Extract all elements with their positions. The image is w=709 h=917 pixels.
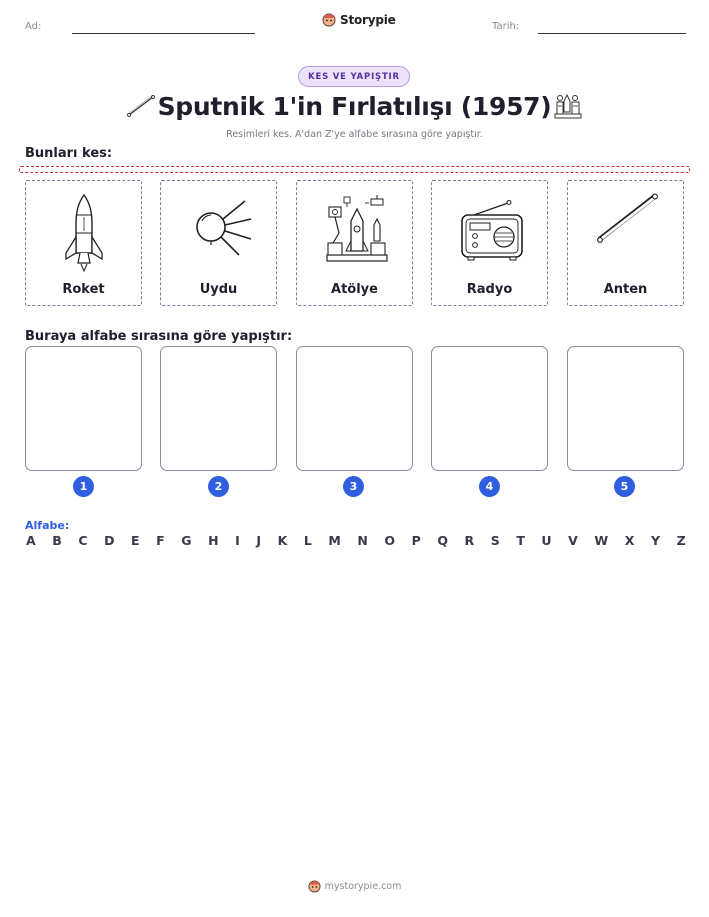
date-line[interactable] xyxy=(538,33,686,34)
alphabet-letter: L xyxy=(303,533,312,548)
name-line[interactable] xyxy=(72,33,255,34)
workshop-decoration-icon xyxy=(553,92,583,120)
card-label: Radyo xyxy=(466,282,513,297)
paste-slot-4[interactable] xyxy=(431,346,548,471)
cut-card-satellite[interactable] xyxy=(160,180,277,306)
paste-slot-3[interactable] xyxy=(296,346,413,471)
alphabet-letter: K xyxy=(277,533,288,548)
activity-badge: KES VE YAPIŞTIR xyxy=(298,66,410,87)
alphabet-letter: Y xyxy=(650,533,660,548)
card-label: Anten xyxy=(603,282,648,297)
brand-name: Storypie xyxy=(340,13,396,27)
alphabet-letter: H xyxy=(208,533,219,548)
card-label: Atölye xyxy=(331,282,378,297)
alphabet-letter: F xyxy=(156,533,165,548)
cut-card-radio[interactable] xyxy=(431,180,548,306)
workshop-icon xyxy=(325,193,389,273)
brand-logo xyxy=(322,13,396,27)
alphabet-letter: E xyxy=(131,533,140,548)
slot-number-badge: 4 xyxy=(479,476,500,497)
cut-card-workshop[interactable] xyxy=(296,180,413,306)
cut-card-rocket[interactable] xyxy=(25,180,142,306)
alphabet-letter: M xyxy=(328,533,341,548)
alphabet-letter: J xyxy=(256,533,261,548)
alphabet-title: Alfabe: xyxy=(25,519,70,532)
paste-heading: Buraya alfabe sırasına göre yapıştır: xyxy=(25,329,293,344)
slot-number-badge: 2 xyxy=(208,476,229,497)
alphabet-letter: T xyxy=(516,533,525,548)
cut-line xyxy=(19,166,690,173)
alphabet-letter: X xyxy=(624,533,635,548)
radio-icon xyxy=(460,193,524,273)
cut-card-antenna[interactable] xyxy=(567,180,684,306)
alphabet-letter: V xyxy=(568,533,578,548)
rocket-icon xyxy=(54,193,114,273)
alphabet-letter: P xyxy=(411,533,421,548)
satellite-icon xyxy=(189,193,253,273)
storypie-mascot-icon xyxy=(308,880,321,893)
cut-heading: Bunları kes: xyxy=(25,146,113,161)
alphabet-letter: S xyxy=(490,533,500,548)
alphabet-row xyxy=(26,533,686,548)
slot-number-badge: 3 xyxy=(343,476,364,497)
alphabet-letter: A xyxy=(26,533,36,548)
alphabet-letter: Z xyxy=(676,533,686,548)
storypie-mascot-icon xyxy=(322,13,336,27)
alphabet-letter: D xyxy=(104,533,115,548)
alphabet-letter: U xyxy=(541,533,552,548)
paste-slot-2[interactable] xyxy=(160,346,277,471)
card-label: Uydu xyxy=(199,282,238,297)
alphabet-letter: W xyxy=(594,533,609,548)
alphabet-letter: G xyxy=(181,533,192,548)
slot-number-badge: 5 xyxy=(614,476,635,497)
alphabet-letter: I xyxy=(235,533,240,548)
alphabet-letter: B xyxy=(52,533,62,548)
instructions: Resimleri kes. A'dan Z'ye alfabe sırasına göre yapıştır. xyxy=(226,129,483,140)
footer xyxy=(0,880,709,893)
page-title: Sputnik 1'in Fırlatılışı (1957) xyxy=(157,92,552,121)
name-label: Ad: xyxy=(25,21,42,32)
date-label: Tarih: xyxy=(492,21,520,32)
paste-slot-5[interactable] xyxy=(567,346,684,471)
alphabet-letter: Q xyxy=(437,533,448,548)
alphabet-letter: O xyxy=(384,533,396,548)
paste-slot-1[interactable] xyxy=(25,346,142,471)
alphabet-letter: N xyxy=(357,533,368,548)
card-label: Roket xyxy=(62,282,105,297)
slot-number-badge: 1 xyxy=(73,476,94,497)
alphabet-letter: R xyxy=(464,533,475,548)
antenna-icon xyxy=(596,193,660,273)
footer-url: mystorypie.com xyxy=(324,881,402,892)
alphabet-letter: C xyxy=(78,533,88,548)
